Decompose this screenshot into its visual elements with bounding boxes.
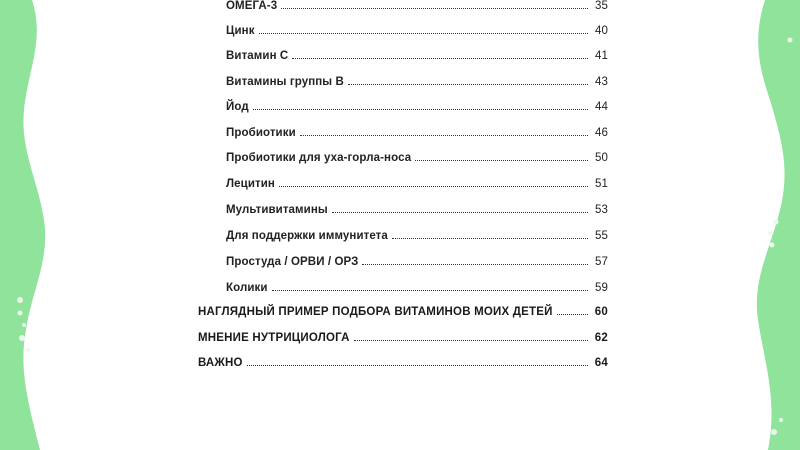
toc-entry[interactable] bbox=[226, 127, 608, 139]
toc-entry-page: 55 bbox=[595, 230, 608, 242]
toc-section[interactable] bbox=[198, 306, 608, 318]
toc-entry[interactable] bbox=[226, 178, 608, 190]
toc-section-label: МНЕНИЕ НУТРИЦИОЛОГА bbox=[198, 332, 350, 344]
toc-section-page: 64 bbox=[594, 357, 608, 369]
toc-entry-page: 50 bbox=[595, 152, 608, 164]
dot-leader bbox=[300, 134, 588, 136]
dot-leader bbox=[279, 185, 588, 187]
dot-leader bbox=[259, 32, 588, 34]
toc-section[interactable] bbox=[198, 357, 608, 369]
toc-entry[interactable] bbox=[226, 230, 608, 242]
toc-entry-page: 40 bbox=[595, 25, 608, 37]
toc-entry-label: ОМЕГА-3 bbox=[226, 0, 278, 12]
toc-entry-label: Пробиотики для уха-горла-носа bbox=[226, 152, 412, 164]
toc-entry-page: 35 bbox=[595, 0, 608, 12]
toc-entry-page: 53 bbox=[595, 204, 608, 216]
toc-entry[interactable] bbox=[226, 50, 608, 62]
dot-leader bbox=[332, 211, 588, 213]
toc-section-page: 60 bbox=[594, 306, 608, 318]
toc-entry[interactable] bbox=[226, 256, 608, 268]
toc-entry-page: 46 bbox=[595, 127, 608, 139]
toc-entry-label: Витамины группы В bbox=[226, 76, 344, 88]
toc-section-page: 62 bbox=[594, 332, 608, 344]
toc-entry-label: Лецитин bbox=[226, 178, 275, 190]
dot-leader bbox=[557, 313, 588, 315]
toc-entry[interactable] bbox=[226, 25, 608, 37]
toc-entry-label: Цинк bbox=[226, 25, 255, 37]
toc-entry[interactable] bbox=[226, 152, 608, 164]
dot-leader bbox=[272, 289, 588, 291]
toc-entry[interactable] bbox=[226, 0, 608, 12]
toc-entry-label: Для поддержки иммунитета bbox=[226, 230, 388, 242]
toc-section-label: НАГЛЯДНЫЙ ПРИМЕР ПОДБОРА ВИТАМИНОВ МОИХ ДЕТЕЙ bbox=[198, 306, 553, 318]
dot-leader bbox=[247, 364, 588, 366]
toc-entry-label: Йод bbox=[226, 101, 249, 113]
toc-entry-page: 59 bbox=[595, 282, 608, 294]
dot-leader bbox=[281, 7, 588, 9]
toc-entry-label: Простуда / ОРВИ / ОРЗ bbox=[226, 256, 359, 268]
toc-entry[interactable] bbox=[226, 101, 608, 113]
toc-section-label: ВАЖНО bbox=[198, 357, 243, 369]
dot-leader bbox=[292, 57, 588, 59]
toc-entry-page: 43 bbox=[595, 76, 608, 88]
toc-entry-page: 41 bbox=[595, 50, 608, 62]
toc-section[interactable] bbox=[198, 332, 608, 344]
toc-entry-label: Колики bbox=[226, 282, 268, 294]
dot-leader bbox=[362, 263, 588, 265]
toc-entry-label: Пробиотики bbox=[226, 127, 296, 139]
dot-leader bbox=[354, 339, 588, 341]
toc-entry[interactable] bbox=[226, 204, 608, 216]
toc-entry-page: 44 bbox=[595, 101, 608, 113]
toc-entry[interactable] bbox=[226, 282, 608, 294]
dot-leader bbox=[348, 83, 588, 85]
dot-leader bbox=[253, 108, 588, 110]
toc-entry-label: Мультивитамины bbox=[226, 204, 328, 216]
toc-entry-page: 57 bbox=[595, 256, 608, 268]
toc-entry-page: 51 bbox=[595, 178, 608, 190]
dot-leader bbox=[392, 237, 588, 239]
toc-entry-label: Витамин С bbox=[226, 50, 289, 62]
dot-leader bbox=[415, 159, 588, 161]
toc-entry[interactable] bbox=[226, 76, 608, 88]
